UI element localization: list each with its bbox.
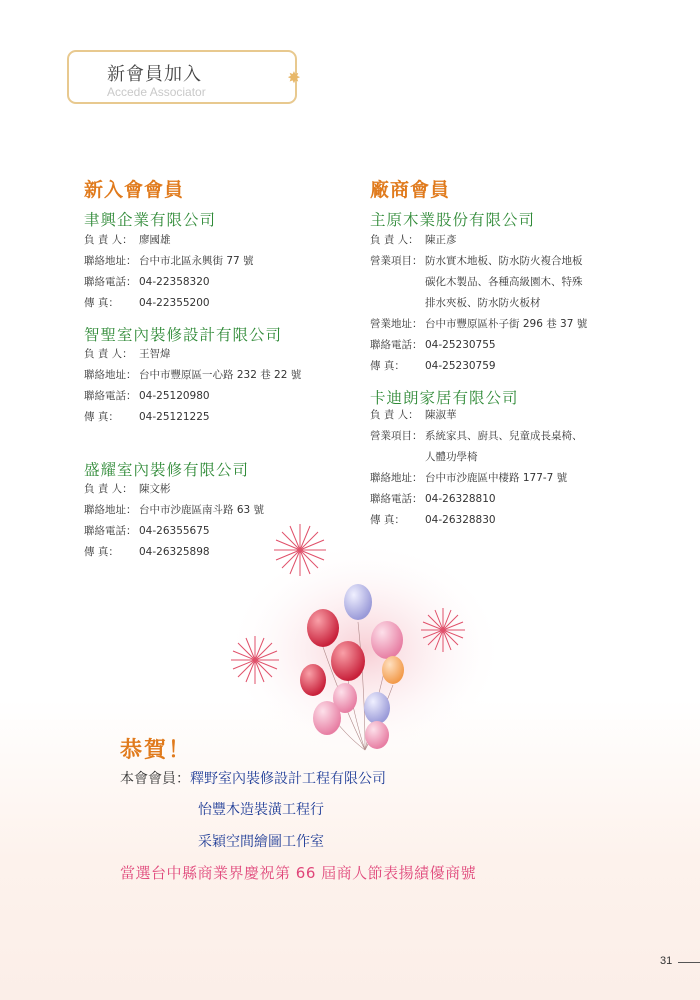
balloon-icon (344, 584, 372, 620)
star-icon: ✸ (287, 68, 301, 87)
new-members-title: 新入會會員 (84, 179, 185, 201)
info-value: 台中市北區永興街 77 號 (139, 255, 254, 267)
info-label: 聯絡電話： (370, 493, 423, 505)
info-row (370, 293, 587, 314)
info-value: 04-26328810 (425, 493, 496, 505)
info-row (84, 479, 264, 500)
info-value: 排水夾板、防水防火板材 (425, 297, 541, 309)
info-value: 04-25120980 (139, 390, 210, 402)
info-value: 04-25230759 (425, 360, 496, 372)
vendor-members-title: 廠商會員 (370, 179, 451, 201)
info-value: 台中市沙鹿區中棲路 177-7 號 (425, 472, 568, 484)
info-row (84, 344, 301, 365)
balloon-icon (365, 721, 389, 749)
info-row (370, 314, 587, 335)
info-label (370, 293, 425, 314)
info-row (370, 272, 587, 293)
info-label: 營業地址： (370, 318, 423, 330)
info-row (370, 489, 583, 510)
info-value: 04-22358320 (139, 276, 210, 288)
info-label (370, 447, 425, 468)
balloon-icon (382, 656, 404, 684)
info-label: 傳 真： (84, 546, 119, 558)
balloon-icon (313, 701, 341, 735)
info-row (84, 407, 301, 428)
company-name: 智聖室內裝修設計有限公司 (84, 326, 283, 344)
info-label: 負 責 人： (84, 483, 133, 495)
congrats-title: 恭賀！ (120, 738, 193, 763)
info-label: 聯絡地址： (84, 255, 137, 267)
balloon-icon (364, 692, 390, 724)
firework-icon (231, 636, 279, 684)
info-row (370, 426, 583, 447)
info-value: 王智煒 (139, 348, 171, 360)
balloons-illustration (215, 520, 515, 760)
info-label: 負 責 人： (84, 234, 133, 246)
info-value: 台中市沙鹿區南斗路 63 號 (139, 504, 265, 516)
info-row (84, 251, 254, 272)
info-value: 廖國雄 (139, 234, 171, 246)
info-row (370, 405, 583, 426)
info-row (84, 500, 264, 521)
info-value: 04-25121225 (139, 411, 210, 423)
info-value: 系統家具、廚具、兒童成長桌椅、 (425, 430, 583, 442)
info-label: 傳 真： (370, 514, 405, 526)
info-value: 04-22355200 (139, 297, 210, 309)
info-value: 人體功學椅 (425, 451, 478, 463)
company-info (84, 230, 254, 314)
balloon-icon (307, 609, 339, 647)
page-number: 31 (660, 955, 673, 967)
info-value: 防水實木地板、防水防火複合地板 (425, 255, 583, 267)
info-label: 負 責 人： (84, 348, 133, 360)
balloon-icon (371, 621, 403, 659)
info-label: 聯絡電話： (84, 525, 137, 537)
info-label: 聯絡地址： (84, 504, 137, 516)
info-row (84, 272, 254, 293)
info-value: 04-26328830 (425, 514, 496, 526)
congrats-label: 本會會員： (120, 771, 190, 787)
info-row (370, 447, 583, 468)
section-header (67, 50, 297, 104)
section-header-subtitle: Accede Associator (107, 85, 206, 99)
congrats-award: 當選台中縣商業界慶祝第 66 屆商人節表揚績優商號 (120, 864, 477, 882)
congrats-company: 怡豐木造裝潢工程行 (198, 802, 324, 818)
balloon-icon (300, 664, 326, 696)
company-name: 聿興企業有限公司 (84, 211, 217, 229)
info-value: 04-26325898 (139, 546, 210, 558)
info-row (370, 251, 587, 272)
info-label (370, 272, 425, 293)
info-label: 傳 真： (84, 411, 119, 423)
company-name: 盛耀室內裝修有限公司 (84, 461, 250, 479)
section-header-title: 新會員加入 (107, 64, 202, 85)
info-label: 營業項目： (370, 255, 423, 267)
congrats-company: 釋野室內裝修設計工程有限公司 (190, 771, 386, 787)
info-label: 聯絡電話： (370, 339, 423, 351)
info-label: 負 責 人： (370, 234, 419, 246)
info-value: 陳正彥 (425, 234, 457, 246)
info-row (370, 335, 587, 356)
info-row (84, 365, 301, 386)
company-info (370, 230, 587, 377)
info-label: 聯絡地址： (84, 369, 137, 381)
info-value: 碳化木製品、各種高級園木、特殊 (425, 276, 583, 288)
info-row (84, 230, 254, 251)
company-name: 主原木業股份有限公司 (370, 211, 536, 229)
info-value: 04-26355675 (139, 525, 210, 537)
info-label: 聯絡地址： (370, 472, 423, 484)
info-value: 台中市豐原區朴子街 296 巷 37 號 (425, 318, 588, 330)
info-label: 營業項目： (370, 430, 423, 442)
company-name: 卡迪朗家居有限公司 (370, 389, 519, 407)
info-value: 台中市豐原區一心路 232 巷 22 號 (139, 369, 302, 381)
info-value: 04-25230755 (425, 339, 496, 351)
congrats-line (120, 768, 386, 788)
info-row (370, 230, 587, 251)
page-number-rule (678, 962, 700, 963)
balloon-icon (331, 641, 365, 681)
info-value: 陳淑華 (425, 409, 457, 421)
info-row (84, 293, 254, 314)
info-row (84, 386, 301, 407)
company-info (370, 405, 583, 531)
info-label: 聯絡電話： (84, 390, 137, 402)
info-label: 傳 真： (370, 360, 405, 372)
info-row (370, 468, 583, 489)
info-label: 傳 真： (84, 297, 119, 309)
info-label: 負 責 人： (370, 409, 419, 421)
info-label: 聯絡電話： (84, 276, 137, 288)
info-row (370, 356, 587, 377)
info-value: 陳文彬 (139, 483, 171, 495)
congrats-company: 采穎空間繪圖工作室 (198, 834, 324, 850)
company-info (84, 344, 301, 428)
